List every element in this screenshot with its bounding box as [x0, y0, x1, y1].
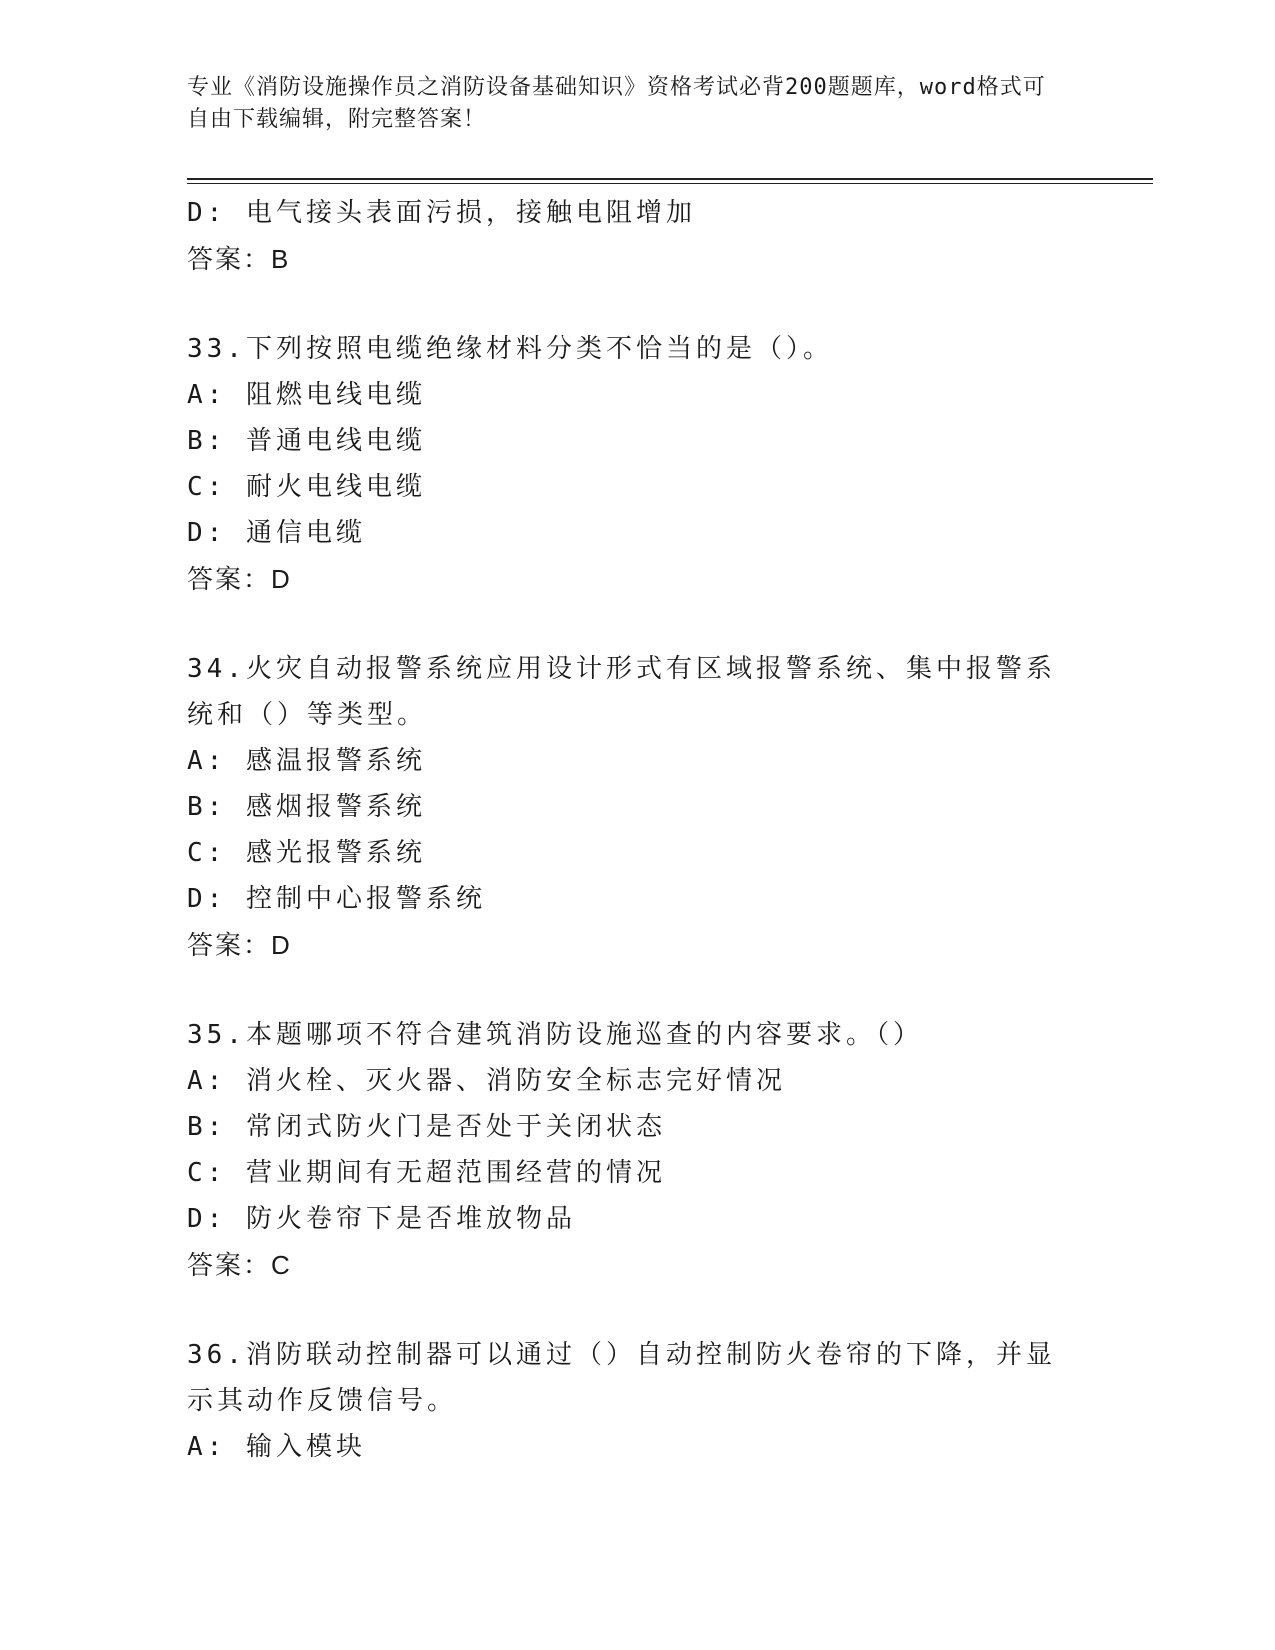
option-d: D: 电气接头表面污损，接触电阻增加 [187, 198, 696, 228]
option-c: C: 耐火电线电缆 [187, 472, 426, 502]
option-d: D: 通信电缆 [187, 518, 366, 548]
question-stem: 36.消防联动控制器可以通过（）自动控制防火卷帘的下降，并显示其动作反馈信号。 [187, 1340, 1056, 1416]
question-34 [187, 646, 1087, 968]
answer-line: 答案：D [187, 930, 292, 960]
option-b: B: 常闭式防火门是否处于关闭状态 [187, 1112, 666, 1142]
question-36 [187, 1332, 1087, 1470]
header-divider-thick [187, 178, 1153, 180]
document-header: 专业《消防设施操作员之消防设备基础知识》资格考试必背200题题库，word格式可自由下载编辑，附完整答案！ [187, 75, 1046, 132]
question-stem: 34.火灾自动报警系统应用设计形式有区域报警系统、集中报警系统和（）等类型。 [187, 654, 1056, 730]
option-b: B: 普通电线电缆 [187, 426, 426, 456]
header-divider-thin [187, 183, 1153, 184]
option-a: A: 感温报警系统 [187, 746, 426, 776]
question-list [187, 190, 1087, 1470]
answer-line: 答案：C [187, 1250, 292, 1280]
question-35 [187, 1012, 1087, 1288]
question-block-continued [187, 190, 1087, 282]
option-c: C: 营业期间有无超范围经营的情况 [187, 1158, 666, 1188]
question-stem: 33.下列按照电缆绝缘材料分类不恰当的是（）。 [187, 334, 833, 364]
option-c: C: 感光报警系统 [187, 838, 426, 868]
question-33 [187, 326, 1087, 602]
option-a: A: 阻燃电线电缆 [187, 380, 426, 410]
option-a: A: 消火栓、灭火器、消防安全标志完好情况 [187, 1066, 786, 1096]
answer-line: 答案：B [187, 244, 291, 274]
option-a: A: 输入模块 [187, 1432, 366, 1462]
option-b: B: 感烟报警系统 [187, 792, 426, 822]
option-d: D: 防火卷帘下是否堆放物品 [187, 1204, 576, 1234]
answer-line: 答案：D [187, 564, 292, 594]
question-stem: 35.本题哪项不符合建筑消防设施巡查的内容要求。（） [187, 1020, 923, 1050]
option-d: D: 控制中心报警系统 [187, 884, 486, 914]
